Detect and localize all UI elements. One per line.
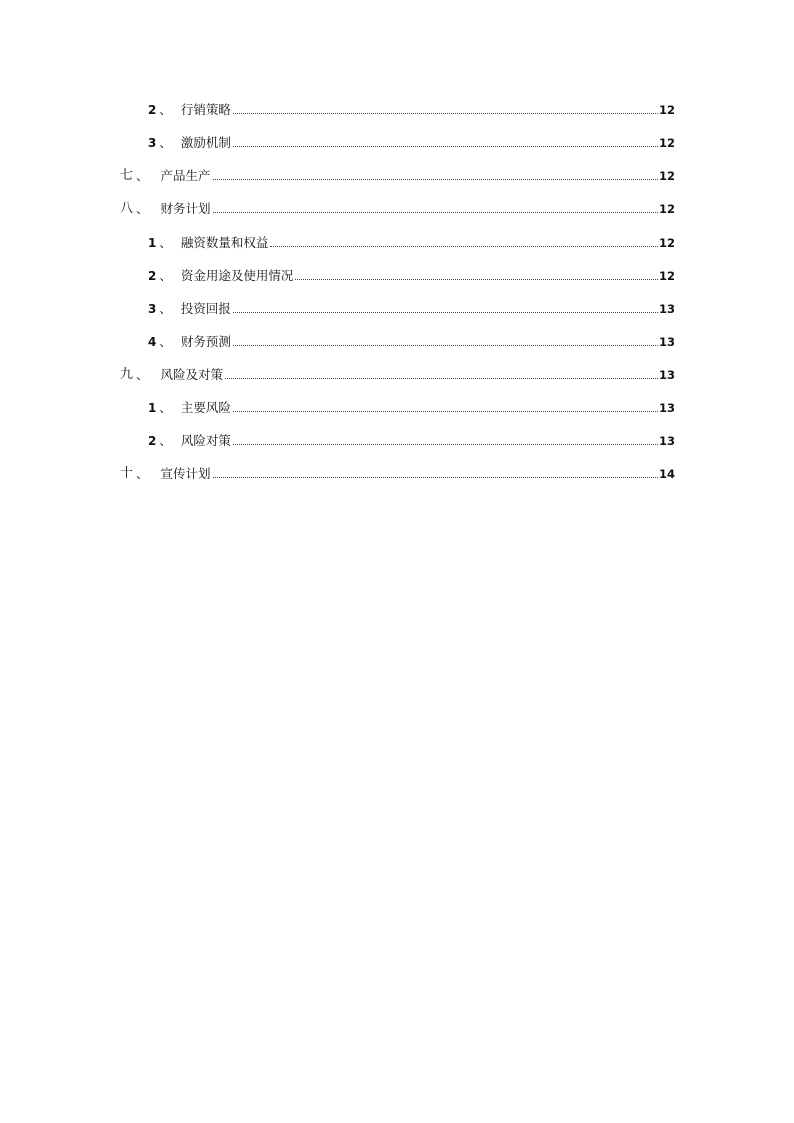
entry-page-number: 13 — [658, 335, 675, 349]
entry-separator: 、 — [159, 102, 172, 117]
entry-page-number: 12 — [658, 202, 675, 216]
toc-entry-main-risks[interactable] — [148, 395, 675, 415]
dot-leader — [213, 212, 658, 213]
entry-title: 宣传计划 — [160, 466, 211, 481]
dot-leader — [295, 279, 658, 280]
entry-number: 2 — [148, 269, 157, 283]
dot-leader — [270, 246, 658, 247]
entry-separator: 、 — [136, 466, 149, 481]
entry-separator: 、 — [136, 168, 149, 183]
entry-title: 财务预测 — [180, 334, 231, 349]
toc-entry-financial-plan[interactable] — [120, 196, 675, 216]
entry-number: 4 — [148, 335, 157, 349]
entry-number: 八 — [120, 201, 134, 216]
entry-number: 1 — [148, 401, 157, 415]
entry-number: 七 — [120, 168, 134, 183]
entry-separator: 、 — [159, 433, 172, 448]
entry-separator: 、 — [159, 400, 172, 415]
entry-title: 风险及对策 — [160, 367, 224, 382]
entry-separator: 、 — [159, 301, 172, 316]
entry-separator: 、 — [159, 235, 172, 250]
dot-leader — [213, 179, 658, 180]
toc-entry-incentive-mechanism[interactable] — [148, 130, 675, 150]
toc-entry-promotion-plan[interactable] — [120, 461, 675, 481]
entry-number: 2 — [148, 434, 157, 448]
dot-leader — [233, 312, 658, 313]
entry-title: 激励机制 — [180, 135, 231, 150]
entry-page-number: 13 — [658, 368, 675, 382]
entry-page-number: 12 — [658, 269, 675, 283]
entry-page-number: 13 — [658, 434, 675, 448]
entry-title: 资金用途及使用情况 — [180, 268, 294, 283]
entry-page-number: 13 — [658, 401, 675, 415]
entry-title: 主要风险 — [180, 400, 231, 415]
dot-leader — [233, 146, 658, 147]
entry-separator: 、 — [159, 334, 172, 349]
toc-entry-risk-countermeasures[interactable] — [148, 428, 675, 448]
entry-separator: 、 — [159, 135, 172, 150]
entry-number: 3 — [148, 136, 157, 150]
dot-leader — [233, 345, 658, 346]
entry-page-number: 13 — [658, 302, 675, 316]
entry-page-number: 12 — [658, 136, 675, 150]
entry-separator: 、 — [136, 201, 149, 216]
entry-page-number: 12 — [658, 169, 675, 183]
entry-separator: 、 — [159, 268, 172, 283]
dot-leader — [225, 378, 658, 379]
toc-entry-product-production[interactable] — [120, 163, 675, 183]
entry-number: 1 — [148, 236, 157, 250]
entry-title: 财务计划 — [160, 201, 211, 216]
entry-page-number: 14 — [658, 467, 675, 481]
entry-title: 产品生产 — [160, 168, 211, 183]
entry-page-number: 12 — [658, 236, 675, 250]
entry-title: 风险对策 — [180, 433, 231, 448]
entry-separator: 、 — [136, 367, 149, 382]
dot-leader — [213, 477, 658, 478]
toc-entry-marketing-strategy[interactable] — [148, 97, 675, 117]
dot-leader — [233, 411, 658, 412]
dot-leader — [233, 113, 658, 114]
entry-number: 十 — [120, 466, 134, 481]
entry-number: 2 — [148, 103, 157, 117]
toc-entry-financing-amount[interactable] — [148, 230, 675, 250]
entry-title: 行销策略 — [180, 102, 231, 117]
toc-entry-investment-return[interactable] — [148, 296, 675, 316]
entry-number: 九 — [120, 367, 134, 382]
entry-number: 3 — [148, 302, 157, 316]
toc-entry-risks-countermeasures[interactable] — [120, 362, 675, 382]
dot-leader — [233, 444, 658, 445]
entry-title: 投资回报 — [180, 301, 231, 316]
entry-title: 融资数量和权益 — [180, 235, 269, 250]
toc-entry-fund-usage[interactable] — [148, 263, 675, 283]
toc-entry-financial-forecast[interactable] — [148, 329, 675, 349]
entry-page-number: 12 — [658, 103, 675, 117]
